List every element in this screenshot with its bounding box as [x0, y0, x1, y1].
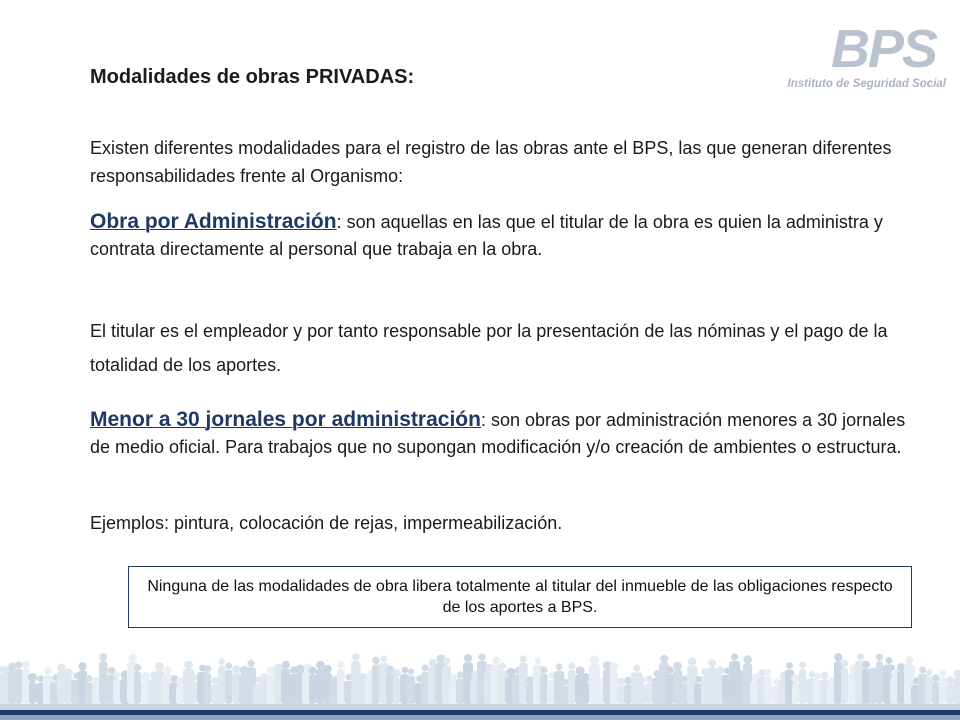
- intro-paragraph: Existen diferentes modalidades para el registro de las obras ante el BPS, las que generan diferentes responsabilidades frente al Organismo:: [90, 138, 892, 186]
- note-text: Ninguna de las modalidades de obra libera totalmente al titular del inmueble de las obligaciones respecto de los aportes a BPS.: [147, 578, 893, 616]
- minor-text: son obras por administración menores a 30 jornales de medio oficial. Para trabajos que no supongan modificación y/o creación de ambientes o estructura.: [90, 410, 906, 457]
- admin-paragraph: [90, 208, 890, 263]
- note-box: [128, 566, 912, 628]
- employer-paragraph: El titular es el empleador y por tanto responsable por la presentación de las nóminas y el pago de la totalidad de los aportes.: [90, 321, 888, 375]
- bps-logo: [787, 19, 950, 102]
- examples-paragraph: Ejemplos: pintura, colocación de rejas, impermeabilización.: [90, 513, 563, 533]
- crowd-footer-band: [0, 646, 960, 720]
- logo-subtitle: Instituto de Seguridad Social: [787, 78, 946, 90]
- page-title: Modalidades de obras PRIVADAS:: [90, 66, 415, 88]
- minor-colon: :: [480, 410, 486, 430]
- minor-term: Menor a 30 jornales por administración: [90, 408, 481, 431]
- minor-paragraph: [90, 406, 920, 461]
- admin-term: Obra por Administración: [90, 210, 337, 233]
- admin-text: son aquellas en las que el titular de la obra es quien la administra y contrata directamente al personal que trabaja en la obra.: [90, 212, 883, 259]
- logo-letters: BPS: [830, 19, 936, 79]
- admin-colon: :: [336, 212, 342, 232]
